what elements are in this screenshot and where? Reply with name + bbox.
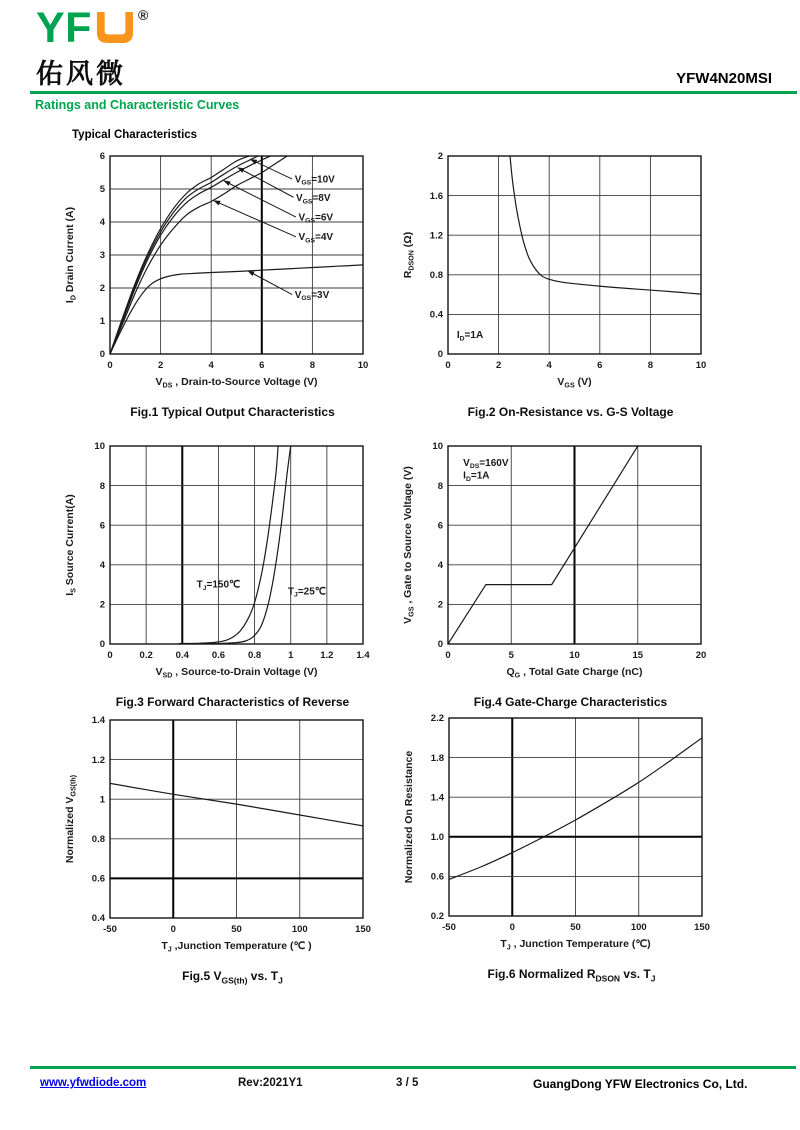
svg-text:VGS=4V: $V_{GS}=4V$ xyxy=(298,232,334,245)
svg-text:0: 0 xyxy=(107,650,113,661)
svg-text:4: 4 xyxy=(208,360,214,371)
svg-text:6: 6 xyxy=(259,360,265,371)
registered-trademark-icon: ® xyxy=(137,7,149,23)
chart-caption: Fig.3 Forward Characteristics of Reverse xyxy=(115,695,350,709)
svg-text:0.4: 0.4 xyxy=(429,309,443,321)
figure-on-resistance-vs-vgs xyxy=(398,146,743,419)
svg-text:1.4: 1.4 xyxy=(356,650,370,661)
svg-text:1.0: 1.0 xyxy=(430,832,444,843)
svg-text:8: 8 xyxy=(99,480,105,492)
svg-text:6: 6 xyxy=(99,520,105,532)
company-name: GuangDong YFW Electronics Co, Ltd. xyxy=(533,1077,748,1091)
svg-text:0.6: 0.6 xyxy=(211,650,226,661)
svg-text:6: 6 xyxy=(99,151,105,163)
chart-caption: Fig.2 On-Resistance vs. G-S Voltage xyxy=(467,405,674,419)
svg-text:2: 2 xyxy=(99,283,105,295)
svg-text:0: 0 xyxy=(437,349,443,361)
svg-text:6: 6 xyxy=(597,360,603,371)
svg-text:2: 2 xyxy=(437,599,443,611)
svg-text:100: 100 xyxy=(630,922,647,933)
svg-text:0: 0 xyxy=(107,360,113,371)
svg-text:20: 20 xyxy=(695,650,707,661)
svg-text:TJ=25℃: $T_J=25℃$ xyxy=(287,586,327,599)
svg-text:RDSON (Ω): $R_{DSON}$ (Ω) xyxy=(402,231,416,279)
svg-text:1: 1 xyxy=(99,794,105,806)
svg-text:15: 15 xyxy=(632,650,644,661)
svg-text:ID Drain Current (A): $I_D$ Drain Current (A) xyxy=(64,206,78,304)
svg-text:VGS=10V: $V_{GS}=10V$ xyxy=(294,174,335,187)
svg-text:8: 8 xyxy=(647,360,654,371)
svg-text:VGS=3V: $V_{GS}=3V$ xyxy=(294,289,330,303)
svg-text:0: 0 xyxy=(437,639,443,651)
website-link[interactable]: www.yfwdiode.com xyxy=(40,1077,147,1089)
svg-text:-50: -50 xyxy=(103,924,117,935)
svg-text:0: 0 xyxy=(445,360,451,371)
svg-text:VGS (V): $V_{GS}$ (V) xyxy=(557,376,592,390)
svg-text:TJ=150℃: $T_J=150℃$ xyxy=(196,579,241,592)
svg-text:TJ , Junction Temperature (℃): $T_J$ , Junction Temperature (℃) xyxy=(500,938,651,952)
svg-text:2: 2 xyxy=(437,151,443,163)
chart-caption: Fig.5 $V_{GS(th)}$ vs. $T_J$ xyxy=(182,969,283,986)
part-number: YFW4N20MSI xyxy=(676,70,772,87)
svg-text:1.6: 1.6 xyxy=(429,190,443,202)
svg-text:0: 0 xyxy=(99,639,105,651)
svg-text:TJ ,Junction Temperature (℃ ): $T_J$ ,Junction Temperature (℃ ) xyxy=(161,940,312,954)
svg-text:1: 1 xyxy=(288,650,294,661)
svg-text:8: 8 xyxy=(437,480,443,492)
svg-text:0.4: 0.4 xyxy=(91,913,105,925)
svg-text:0: 0 xyxy=(99,349,105,361)
chart-reverse-diode-forward xyxy=(60,436,405,694)
page-number: 3 / 5 xyxy=(396,1077,419,1089)
svg-text:IS Source Current(A): $I_S$ Source Current(A) xyxy=(64,494,78,596)
svg-text:1: 1 xyxy=(99,316,105,328)
svg-text:0: 0 xyxy=(509,922,515,933)
svg-text:0.2: 0.2 xyxy=(139,650,153,661)
svg-text:1.8: 1.8 xyxy=(430,752,444,764)
svg-text:10: 10 xyxy=(357,360,369,371)
svg-text:VSD , Source-to-Drain Voltage: $V_{SD}$ , Source-to-Drain Voltage (V) xyxy=(155,666,318,680)
svg-text:0.2: 0.2 xyxy=(430,911,444,923)
svg-text:100: 100 xyxy=(291,924,308,935)
svg-text:0: 0 xyxy=(445,650,451,661)
svg-text:2: 2 xyxy=(99,599,105,611)
svg-text:Normalized VGS(th): Normalized $V_{GS(th)}$ xyxy=(64,774,78,864)
svg-text:50: 50 xyxy=(231,924,242,935)
svg-text:10: 10 xyxy=(569,650,580,661)
svg-text:3: 3 xyxy=(99,250,105,262)
svg-text:5: 5 xyxy=(99,184,105,196)
figure-gate-charge xyxy=(398,436,743,709)
svg-text:1.2: 1.2 xyxy=(320,650,334,661)
svg-text:4: 4 xyxy=(546,360,552,371)
svg-text:VGS=6V: $V_{GS}=6V$ xyxy=(298,212,334,225)
svg-text:VGS , Gate to Source Voltage (: $V_{GS}$ , Gate to Source Voltage (V) xyxy=(402,466,416,624)
svg-text:150: 150 xyxy=(355,924,371,935)
chart-caption: Fig.4 Gate-Charge Characteristics xyxy=(473,695,668,709)
svg-text:2.2: 2.2 xyxy=(430,713,444,725)
revision-label: Rev:2021Y1 xyxy=(238,1077,303,1089)
svg-text:50: 50 xyxy=(570,922,581,933)
chart-output-characteristics xyxy=(60,146,405,404)
svg-text:0.8: 0.8 xyxy=(91,834,105,845)
figure-reverse-diode-forward xyxy=(60,436,405,709)
svg-text:1.4: 1.4 xyxy=(91,715,105,727)
footer-divider xyxy=(30,1066,796,1069)
svg-text:4: 4 xyxy=(99,217,105,229)
brand-logo xyxy=(36,4,149,91)
chart-on-resistance-vs-vgs xyxy=(398,146,743,404)
svg-text:0.6: 0.6 xyxy=(430,871,444,883)
figure-vgsth-vs-tj xyxy=(60,710,405,985)
chart-vgsth-vs-tj xyxy=(60,710,405,968)
svg-text:0.4: 0.4 xyxy=(175,650,189,661)
svg-text:-50: -50 xyxy=(442,922,456,933)
chart-caption: Fig.1 Typical Output Characteristics xyxy=(130,405,335,419)
svg-text:Normalized On Resistance: Normalized On Resistance xyxy=(403,750,415,884)
logo-text-yf: YF xyxy=(36,4,92,52)
svg-text:ID=1A: $I_D=1A$ xyxy=(463,470,490,483)
chart-caption: Fig.6 Normalized $R_{DSON}$ vs. $T_J$ xyxy=(487,967,656,984)
svg-text:4: 4 xyxy=(437,560,443,571)
svg-text:0.6: 0.6 xyxy=(91,873,105,885)
logo-chinese-name: 佑风微 xyxy=(36,58,126,89)
logo-w-icon xyxy=(95,12,135,43)
svg-text:1.2: 1.2 xyxy=(91,754,105,766)
chart-gate-charge xyxy=(398,436,743,694)
svg-text:5: 5 xyxy=(508,650,514,661)
svg-text:10: 10 xyxy=(432,441,443,453)
svg-text:4: 4 xyxy=(99,560,105,571)
svg-text:8: 8 xyxy=(309,360,316,371)
svg-text:0: 0 xyxy=(170,924,176,935)
subsection-title: Typical Characteristics xyxy=(72,129,198,141)
svg-text:6: 6 xyxy=(437,520,443,532)
svg-text:VGS=8V: $V_{GS}=8V$ xyxy=(295,193,331,206)
header-divider xyxy=(30,91,797,94)
svg-text:QG , Total Gate Charge (nC): $Q_G$ , Total Gate Charge (nC) xyxy=(506,666,643,680)
svg-text:2: 2 xyxy=(157,360,164,371)
svg-text:0.8: 0.8 xyxy=(247,650,262,661)
svg-text:150: 150 xyxy=(694,922,710,933)
figure-output-characteristics xyxy=(60,146,405,419)
svg-text:10: 10 xyxy=(695,360,707,371)
svg-text:0.8: 0.8 xyxy=(429,270,443,281)
svg-text:2: 2 xyxy=(495,360,502,371)
figure-rdson-vs-tj xyxy=(399,708,744,983)
chart-rdson-vs-tj xyxy=(399,708,744,966)
svg-text:1.2: 1.2 xyxy=(429,230,443,242)
section-title: Ratings and Characteristic Curves xyxy=(35,98,240,112)
svg-text:VDS , Drain-to-Source Voltage: $V_{DS}$ , Drain-to-Source Voltage (V) xyxy=(155,376,318,390)
svg-text:ID=1A: $I_D=1A$ xyxy=(456,330,484,343)
svg-text:10: 10 xyxy=(94,441,105,453)
svg-text:1.4: 1.4 xyxy=(430,792,444,804)
svg-text:VDS=160V: $V_{DS}=160V$ xyxy=(463,457,509,470)
